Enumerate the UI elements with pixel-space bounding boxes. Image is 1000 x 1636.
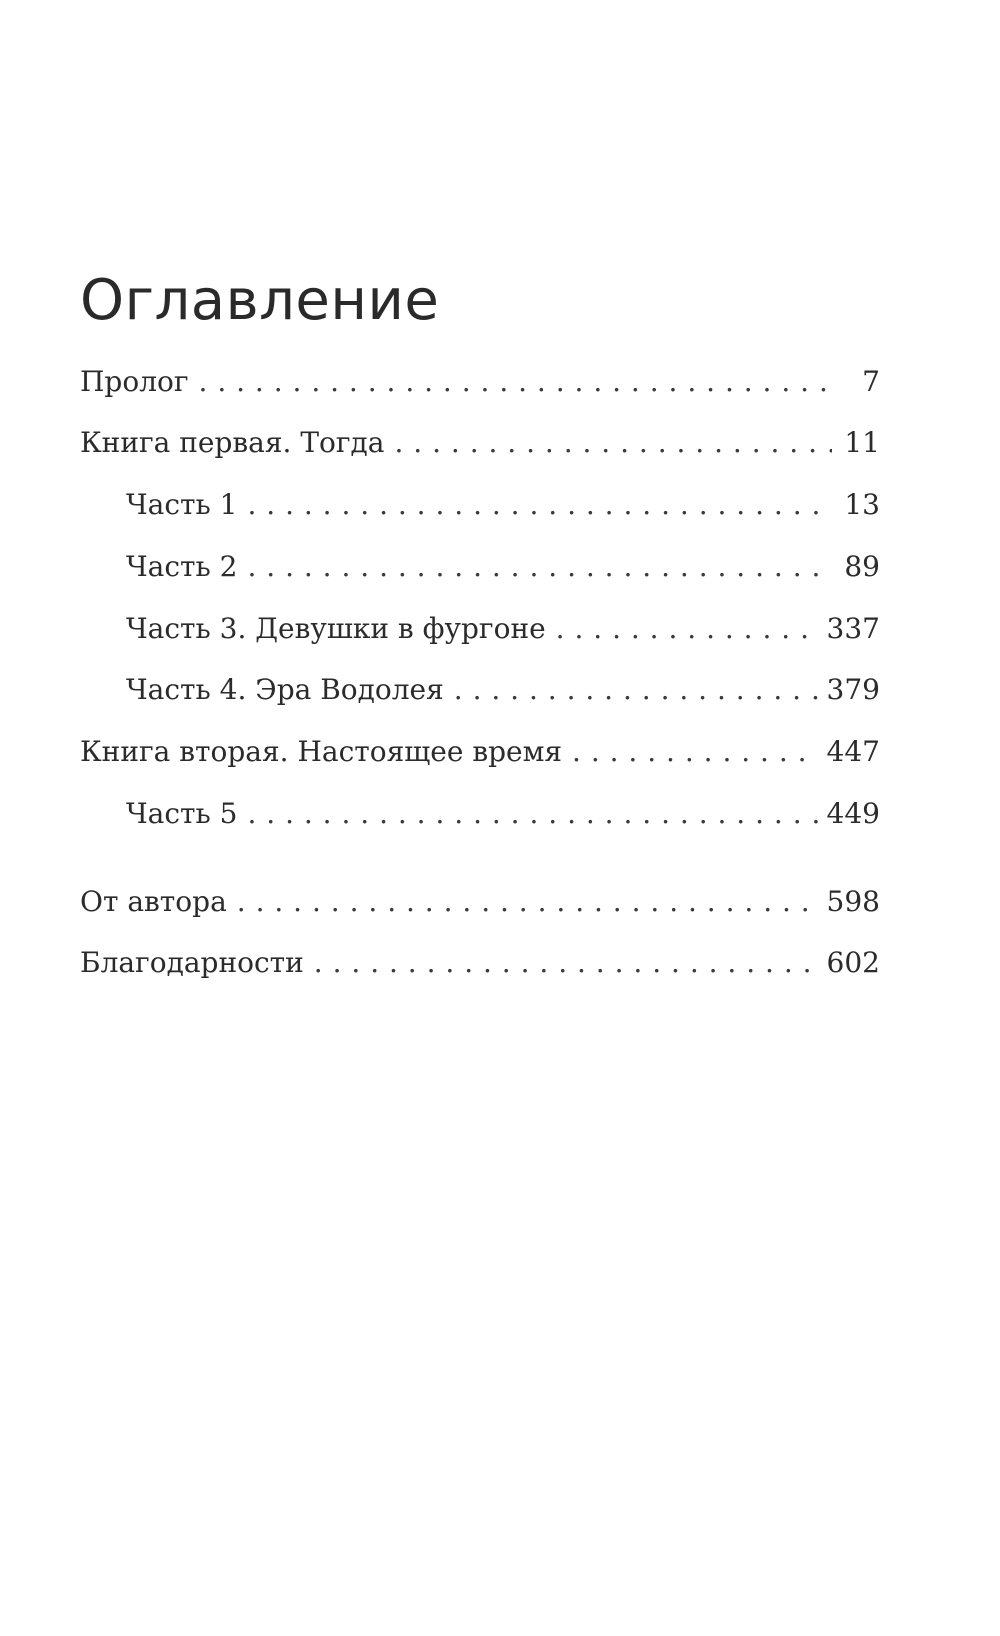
toc-entry-part-3: [126, 609, 880, 649]
toc-entry-prologue: [80, 362, 880, 402]
toc-entry-label: Часть 3. Девушки в фургоне: [126, 612, 546, 645]
toc-entry-page: 598: [826, 885, 880, 918]
dot-leader: [247, 547, 832, 587]
toc-entry-book-two: [80, 732, 880, 772]
toc-entry-label: От автора: [80, 885, 227, 918]
dot-leader: [314, 943, 819, 983]
toc-entry-label: Книга вторая. Настоящее время: [80, 735, 563, 768]
toc-entry-label: Часть 2: [126, 550, 238, 583]
toc-entry-page: 379: [826, 673, 880, 706]
toc-entry-part-4: [126, 670, 880, 710]
toc-entry-label: Часть 5: [126, 797, 238, 830]
toc-entry-page: 89: [844, 550, 880, 583]
toc-entry-page: 7: [862, 365, 880, 398]
toc-entry-part-5: [126, 794, 880, 834]
toc-entry-page: 337: [826, 612, 880, 645]
dot-leader: [247, 485, 832, 525]
dot-leader: [556, 609, 819, 649]
toc-entry-book-one: [80, 423, 880, 463]
dot-leader: [199, 362, 832, 402]
toc-entry-part-2: [126, 547, 880, 587]
toc-entry-page: 449: [826, 797, 880, 830]
toc-entry-page: 11: [844, 426, 880, 459]
dot-leader: [572, 732, 819, 772]
toc-entry-page: 447: [826, 735, 880, 768]
toc-entry-label: Пролог: [80, 365, 189, 398]
toc-entry-label: Благодарности: [80, 946, 304, 979]
toc-entry-label: Часть 4. Эра Водолея: [126, 673, 444, 706]
toc-title: Оглавление: [80, 268, 440, 333]
dot-leader: [237, 882, 819, 922]
toc-entry-label: Часть 1: [126, 488, 238, 521]
toc-entry-part-1: [126, 485, 880, 525]
dot-leader: [394, 423, 832, 463]
toc-entry-acknowledgements: [80, 943, 880, 983]
dot-leader: [247, 794, 818, 834]
toc-entry-from-author: [80, 882, 880, 922]
toc-entry-page: 13: [844, 488, 880, 521]
toc-entry-page: 602: [826, 946, 880, 979]
dot-leader: [454, 670, 819, 710]
toc-entry-label: Книга первая. Тогда: [80, 426, 385, 459]
